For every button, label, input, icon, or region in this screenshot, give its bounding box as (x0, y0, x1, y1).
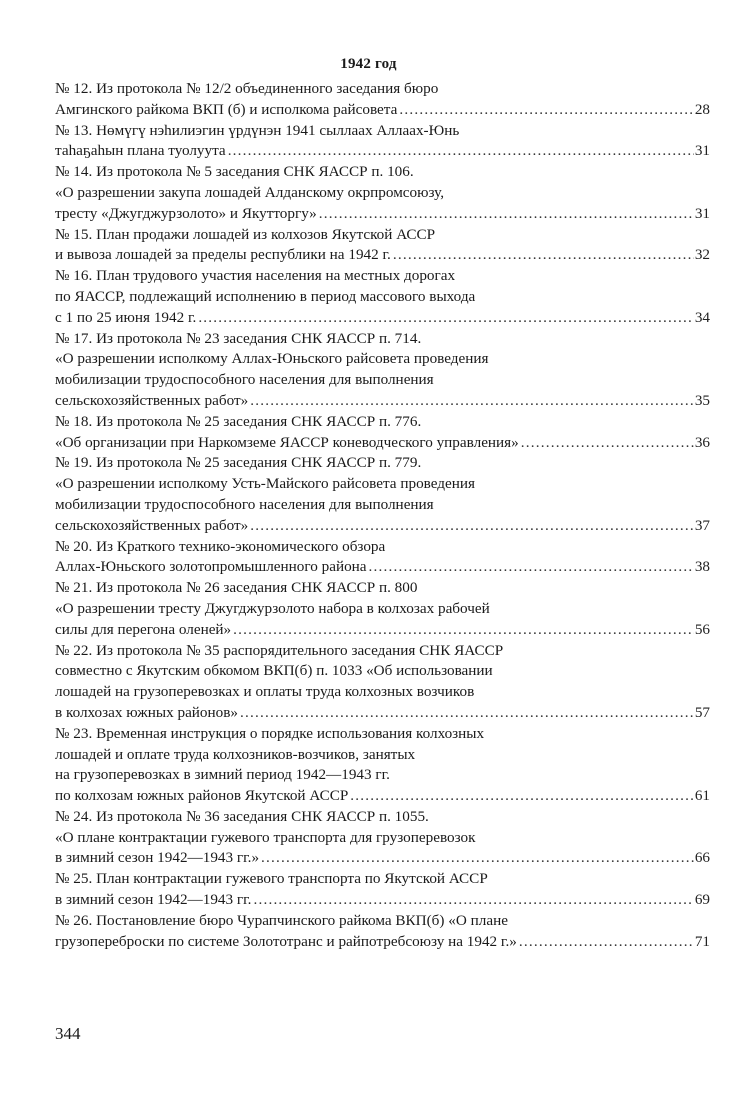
toc-line (55, 745, 710, 766)
dot-leader (240, 703, 694, 724)
toc-entry-text: № 15. План продажи лошадей из колхозов Якутской АССР (55, 225, 436, 243)
toc-line (55, 848, 710, 869)
toc-entry-text: сельскохозяйственных работ» (55, 516, 249, 534)
dot-leader (233, 620, 694, 641)
dot-leader (369, 557, 694, 578)
toc-line (55, 79, 710, 100)
toc-line (55, 225, 710, 246)
toc-page-ref: 71 (694, 932, 710, 950)
toc-entry-text: силы для перегона оленей» (55, 620, 232, 638)
toc-entry-text: «О разрешении тресту Джугджурзолото набора в колхозах рабочей (55, 599, 490, 617)
toc-line (55, 121, 710, 142)
toc-entry (55, 869, 710, 911)
dot-leader (393, 245, 694, 266)
toc-entry-text: мобилизации трудоспособного населения для выполнения (55, 495, 434, 513)
toc-line (55, 661, 710, 682)
toc-page-ref: 28 (694, 100, 710, 118)
toc-entry-text: по ЯАССР, подлежащий исполнению в период массового выхода (55, 287, 476, 305)
dot-leader (250, 516, 694, 537)
toc-line (55, 349, 710, 370)
toc-line (55, 495, 710, 516)
toc-line (55, 141, 710, 162)
toc-entry (55, 121, 710, 163)
toc-entry-text: лошадей на грузоперевозках и оплаты труда колхозных возчиков (55, 683, 475, 701)
toc-entry-text: по колхозам южных районов Якутской АССР (55, 787, 349, 805)
toc-entry-text: № 24. Из протокола № 36 заседания СНК ЯАССР п. 1055. (55, 807, 429, 825)
toc-entry (55, 329, 710, 412)
toc-entry-text: № 13. Нөмүгү нэһилиэгин үрдүнэн 1941 сыллаах Аллаах-Юнь (55, 121, 460, 139)
toc-line (55, 204, 710, 225)
toc-entry (55, 537, 710, 579)
toc-line (55, 100, 710, 121)
toc-entry-text: «О разрешении закупа лошадей Алданскому окрпромсоюзу, (55, 183, 445, 201)
toc-entry-text: № 17. Из протокола № 23 заседания СНК ЯАССР п. 714. (55, 329, 422, 347)
toc-entry-text: «О разрешении исполкому Аллах-Юньского райсовета проведения (55, 350, 489, 368)
dot-leader (350, 786, 694, 807)
toc-line (55, 308, 710, 329)
toc-entry-text: и вывоза лошадей за пределы республики на 1942 г. (55, 246, 391, 264)
toc-entry-text: лошадей и оплате труда колхозников-возчиков, занятых (55, 745, 416, 763)
toc-entry-text: № 22. Из протокола № 35 распорядительного заседания СНК ЯАССР (55, 641, 504, 659)
toc-line (55, 703, 710, 724)
dot-leader (228, 141, 694, 162)
table-of-contents (55, 79, 710, 952)
toc-page-ref: 56 (694, 620, 710, 638)
toc-page-ref: 69 (694, 891, 710, 909)
toc-entry-text: № 18. Из протокола № 25 заседания СНК ЯАССР п. 776. (55, 412, 422, 430)
toc-entry-text: № 26. Постановление бюро Чурапчинского райкома ВКП(б) «О плане (55, 911, 508, 929)
toc-line (55, 932, 710, 953)
toc-page-ref: 38 (694, 558, 710, 576)
toc-page-ref: 36 (694, 433, 710, 451)
toc-page-ref: 37 (694, 516, 710, 534)
dot-leader (319, 204, 694, 225)
toc-line (55, 537, 710, 558)
toc-page-ref: 57 (694, 703, 710, 721)
toc-line (55, 724, 710, 745)
toc-line (55, 786, 710, 807)
toc-entry-text: на грузоперевозках в зимний период 1942—1943 гг. (55, 766, 390, 784)
toc-entry-text: № 19. Из протокола № 25 заседания СНК ЯАССР п. 779. (55, 454, 422, 472)
toc-entry-text: «О плане контрактации гужевого транспорта для грузоперевозок (55, 828, 476, 846)
toc-entry (55, 225, 710, 267)
toc-line (55, 245, 710, 266)
toc-entry (55, 453, 710, 536)
dot-leader (253, 890, 693, 911)
toc-entry-text: № 25. План контрактации гужевого транспорта по Якутской АССР (55, 870, 488, 888)
dot-leader (399, 100, 693, 121)
toc-entry (55, 807, 710, 869)
toc-entry-text: «О разрешении исполкому Усть-Майского райсовета проведения (55, 475, 475, 493)
section-heading: 1942 год (340, 56, 397, 72)
toc-entry (55, 266, 710, 328)
toc-page-ref: 32 (694, 246, 710, 264)
toc-entry-text: с 1 по 25 июня 1942 г. (55, 308, 197, 326)
toc-entry-text: Аллах-Юньского золотопромышленного района (55, 558, 367, 576)
toc-page-ref: 34 (694, 308, 710, 326)
dot-leader (519, 932, 694, 953)
toc-line (55, 162, 710, 183)
toc-entry (55, 79, 710, 121)
toc-line (55, 890, 710, 911)
toc-entry-text: в колхозах южных районов» (55, 703, 239, 721)
toc-line (55, 287, 710, 308)
toc-entry (55, 641, 710, 724)
toc-page-ref: 66 (694, 849, 710, 867)
toc-entry (55, 162, 710, 224)
toc-entry-text: грузопереброски по системе Золототранс и райпотребсоюзу на 1942 г.» (55, 932, 517, 950)
toc-page-ref: 31 (694, 142, 710, 160)
toc-entry-text: Амгинского райкома ВКП (б) и исполкома райсовета (55, 100, 398, 118)
toc-line (55, 412, 710, 433)
toc-line (55, 807, 710, 828)
toc-line (55, 599, 710, 620)
toc-entry-text: № 12. Из протокола № 12/2 объединенного заседания бюро (55, 80, 439, 97)
toc-line (55, 682, 710, 703)
toc-line (55, 557, 710, 578)
page-number: 344 (55, 1024, 81, 1043)
toc-entry-text: в зимний сезон 1942—1943 гг.» (55, 849, 260, 867)
dot-leader (521, 433, 694, 454)
toc-line (55, 641, 710, 662)
toc-entry (55, 412, 710, 454)
dot-leader (250, 391, 694, 412)
toc-page-ref: 61 (694, 787, 710, 805)
toc-entry-text: в зимний сезон 1942—1943 гг. (55, 891, 252, 909)
toc-page-ref: 35 (694, 391, 710, 409)
toc-entry-text: таһаҕаһын плана туолуута (55, 142, 226, 160)
toc-line (55, 765, 710, 786)
toc-page-ref: 31 (694, 204, 710, 222)
dot-leader (261, 848, 694, 869)
toc-line (55, 516, 710, 537)
toc-line (55, 620, 710, 641)
toc-entry (55, 724, 710, 807)
toc-entry-text: сельскохозяйственных работ» (55, 391, 249, 409)
toc-entry (55, 911, 710, 953)
dot-leader (198, 308, 694, 329)
toc-entry-text: № 16. План трудового участия населения на местных дорогах (55, 267, 456, 285)
toc-line (55, 183, 710, 204)
toc-line (55, 370, 710, 391)
toc-line (55, 433, 710, 454)
toc-line (55, 453, 710, 474)
toc-entry-text: № 21. Из протокола № 26 заседания СНК ЯАССР п. 800 (55, 579, 418, 597)
toc-entry-text: № 23. Временная инструкция о порядке использования колхозных (55, 724, 485, 742)
toc-entry-text: мобилизации трудоспособного населения для выполнения (55, 371, 434, 389)
toc-line (55, 329, 710, 350)
toc-entry-text: № 20. Из Краткого технико-экономического обзора (55, 537, 386, 555)
toc-line (55, 391, 710, 412)
toc-entry (55, 578, 710, 640)
toc-entry-text: № 14. Из протокола № 5 заседания СНК ЯАССР п. 106. (55, 163, 414, 181)
toc-line (55, 266, 710, 287)
toc-line (55, 474, 710, 495)
toc-line (55, 869, 710, 890)
toc-entry-text: тресту «Джугджурзолото» и Якутторгу» (55, 204, 317, 222)
toc-line (55, 911, 710, 932)
toc-entry-text: «Об организации при Наркомземе ЯАССР коневодческого управления» (55, 433, 519, 451)
toc-entry-text: совместно с Якутским обкомом ВКП(б) п. 1033 «Об использовании (55, 662, 493, 680)
toc-line (55, 578, 710, 599)
toc-line (55, 828, 710, 849)
